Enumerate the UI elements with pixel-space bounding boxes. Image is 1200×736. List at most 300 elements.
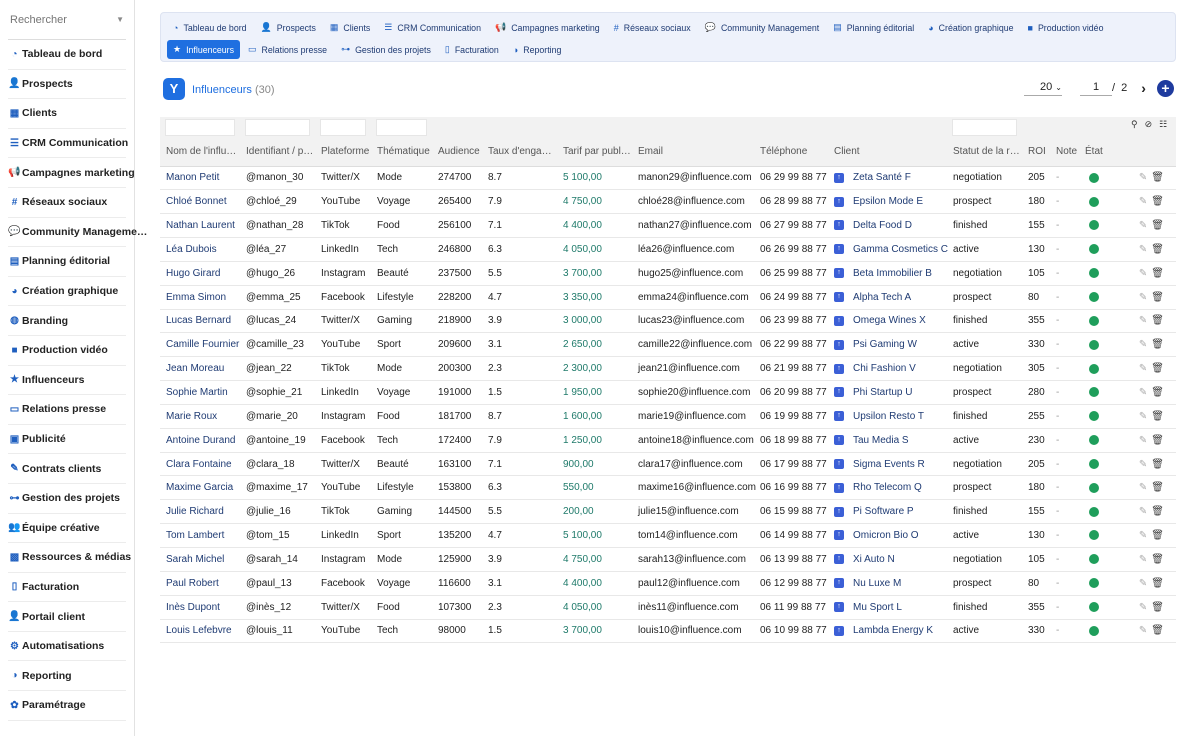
roi-cell: 105: [1028, 553, 1045, 565]
table-row[interactable]: [160, 500, 1176, 524]
sidebar-item-7[interactable]: [8, 247, 126, 277]
state-cell: [1079, 357, 1119, 381]
table-row[interactable]: [160, 595, 1176, 619]
status-cell: active: [953, 625, 980, 637]
note-cell: -: [1056, 506, 1060, 518]
client-cell: [828, 452, 947, 476]
tab-12[interactable]: [335, 40, 437, 59]
building-icon: ▦: [9, 107, 20, 119]
theme-cell: Voyage: [377, 577, 411, 589]
handle-cell: @jean_22: [246, 363, 292, 375]
column-header[interactable]: Identifiant / p…: [240, 137, 315, 166]
influencer-name-link[interactable]: Emma Simon: [166, 291, 227, 303]
column-header[interactable]: Tarif par publ…: [557, 137, 632, 166]
state-cell: [1079, 500, 1119, 524]
price-cell: 900,00: [563, 458, 594, 470]
table-row[interactable]: [160, 166, 1176, 190]
tab-5[interactable]: [608, 18, 697, 37]
column-header[interactable]: Statut de la r…: [947, 137, 1022, 166]
platform-cell: Twitter/X: [321, 315, 360, 327]
tab-8[interactable]: [922, 18, 1019, 37]
status-dot-icon: [1089, 173, 1099, 183]
price-cell: 3 350,00: [563, 291, 602, 303]
table-row[interactable]: [160, 571, 1176, 595]
edit-pencil-icon[interactable]: ✎: [1138, 553, 1148, 565]
sidebar-item-0[interactable]: [8, 40, 126, 70]
status-cell: negotiation: [953, 267, 1002, 279]
client-link-icon[interactable]: ↑: [834, 578, 844, 588]
client-link-icon[interactable]: ↑: [834, 316, 844, 326]
roi-cell: 180: [1028, 196, 1045, 208]
client-link-icon[interactable]: ↑: [834, 244, 844, 254]
roi-cell: 230: [1028, 434, 1045, 446]
engagement-rate-cell: 7.1: [488, 458, 502, 470]
price-cell: 3 700,00: [563, 625, 602, 637]
pagination: [1024, 80, 1146, 96]
table-row[interactable]: [160, 452, 1176, 476]
edit-pencil-icon[interactable]: ✎: [1138, 220, 1148, 232]
phone-cell: 06 15 99 88 77: [760, 506, 827, 518]
influencer-name-link[interactable]: Marie Roux: [166, 410, 218, 422]
search-input[interactable]: [10, 14, 110, 26]
client-link-icon[interactable]: ↑: [834, 554, 844, 564]
roi-cell: 80: [1028, 577, 1040, 589]
filter-handle-input[interactable]: [245, 119, 310, 136]
audience-cell: 246800: [438, 243, 472, 255]
client-cell: [828, 190, 947, 214]
client-link[interactable]: Omicron Bio O: [853, 530, 919, 542]
influencer-name-link[interactable]: Paul Robert: [166, 577, 219, 589]
phone-cell: 06 23 99 88 77: [760, 315, 827, 327]
tab-13[interactable]: [439, 40, 505, 59]
tab-2[interactable]: [324, 18, 376, 37]
theme-cell: Lifestyle: [377, 482, 414, 494]
client-link-icon[interactable]: ↑: [834, 507, 844, 517]
sidebar-item-label: Ressources & médias: [22, 551, 132, 564]
edit-pencil-icon[interactable]: ✎: [1138, 172, 1148, 184]
engagement-rate-cell: 8.7: [488, 410, 502, 422]
client-link-icon[interactable]: ↑: [834, 459, 844, 469]
client-link-icon[interactable]: ↑: [834, 435, 844, 445]
client-link-icon[interactable]: ↑: [834, 602, 844, 612]
platform-cell: TikTok: [321, 363, 350, 375]
table-row[interactable]: [160, 548, 1176, 572]
status-cell: active: [953, 530, 980, 542]
platform-cell: Twitter/X: [321, 172, 360, 184]
client-link[interactable]: Lambda Energy K: [853, 625, 934, 637]
trash-icon[interactable]: 🗑: [1151, 387, 1164, 399]
table-row[interactable]: [160, 214, 1176, 238]
trash-icon[interactable]: 🗑: [1151, 291, 1164, 303]
platform-cell: Instagram: [321, 553, 366, 565]
filter-theme-input[interactable]: [376, 119, 427, 136]
edit-pencil-icon[interactable]: ✎: [1138, 363, 1148, 375]
client-link[interactable]: Upsilon Resto T: [853, 410, 924, 422]
table-row[interactable]: [160, 261, 1176, 285]
tab-11[interactable]: [242, 40, 333, 59]
client-link[interactable]: Psi Gaming W: [853, 339, 917, 351]
table-row[interactable]: [160, 238, 1176, 262]
influencer-name-link[interactable]: Inès Dupont: [166, 601, 220, 613]
sidebar-search[interactable]: [8, 0, 126, 40]
client-link[interactable]: Chi Fashion V: [853, 363, 916, 375]
client-link-icon[interactable]: ↑: [834, 340, 844, 350]
status-dot-icon: [1089, 197, 1099, 207]
sidebar-item-label: Gestion des projets: [22, 492, 121, 505]
search-icon[interactable]: ⚲: [1131, 119, 1138, 129]
note-cell: -: [1056, 625, 1060, 637]
client-cell: [828, 571, 947, 595]
trash-icon[interactable]: 🗑: [1151, 339, 1164, 351]
note-cell: -: [1056, 553, 1060, 565]
client-link[interactable]: Rho Telecom Q: [853, 482, 922, 494]
client-link-icon[interactable]: ↑: [834, 626, 844, 636]
filter-off-icon[interactable]: ⊘: [1144, 119, 1153, 129]
trash-icon[interactable]: 🗑: [1151, 434, 1164, 446]
chevron-down-icon[interactable]: ▼: [116, 15, 124, 24]
next-page-icon[interactable]: ›: [1141, 80, 1146, 96]
theme-cell: Food: [377, 410, 400, 422]
column-header[interactable]: Plateforme: [315, 137, 371, 166]
status-dot-icon: [1089, 340, 1099, 350]
column-header[interactable]: État: [1079, 137, 1119, 166]
edit-pencil-icon[interactable]: ✎: [1138, 625, 1148, 637]
table-row[interactable]: [160, 404, 1176, 428]
client-link[interactable]: Sigma Events R: [853, 458, 925, 470]
status-dot-icon: [1089, 507, 1099, 517]
tab-0[interactable]: [167, 18, 253, 37]
theme-cell: Voyage: [377, 387, 411, 399]
status-dot-icon: [1089, 292, 1099, 302]
phone-cell: 06 22 99 88 77: [760, 339, 827, 351]
sidebar-item-19[interactable]: [8, 602, 126, 632]
client-cell: [828, 333, 947, 357]
trash-icon[interactable]: 🗑: [1151, 553, 1164, 565]
column-header[interactable]: Note: [1050, 137, 1079, 166]
row-actions: [1119, 404, 1176, 428]
client-link-icon[interactable]: ↑: [834, 268, 844, 278]
client-link[interactable]: Nu Luxe M: [853, 577, 902, 589]
filter-status-input[interactable]: [952, 119, 1017, 136]
email-cell: inès11@influence.com: [638, 601, 739, 613]
edit-pencil-icon[interactable]: ✎: [1138, 291, 1148, 303]
edit-pencil-icon[interactable]: ✎: [1138, 601, 1148, 613]
engagement-rate-cell: 6.3: [488, 243, 502, 255]
influencer-name-link[interactable]: Chloé Bonnet: [166, 196, 227, 208]
edit-pencil-icon[interactable]: ✎: [1138, 458, 1148, 470]
client-cell: [828, 381, 947, 405]
phone-cell: 06 10 99 88 77: [760, 625, 827, 637]
sidebar-item-20[interactable]: [8, 632, 126, 662]
table-row[interactable]: [160, 357, 1176, 381]
note-cell: -: [1056, 482, 1060, 494]
client-link-icon[interactable]: ↑: [834, 530, 844, 540]
status-cell: finished: [953, 506, 988, 518]
sidebar-item-4[interactable]: [8, 158, 135, 188]
client-link[interactable]: Epsilon Mode E: [853, 196, 924, 208]
client-link-icon[interactable]: ↑: [834, 173, 844, 183]
column-header[interactable]: Thématique: [371, 137, 432, 166]
handle-cell: @nathan_28: [246, 220, 304, 232]
note-cell: -: [1056, 577, 1060, 589]
client-link-icon[interactable]: ↑: [834, 197, 844, 207]
trash-icon[interactable]: 🗑: [1151, 243, 1164, 255]
row-actions: [1119, 548, 1176, 572]
edit-pencil-icon[interactable]: ✎: [1138, 387, 1148, 399]
influencer-name-link[interactable]: Louis Lefebvre: [166, 625, 232, 637]
sidebar-item-16[interactable]: [8, 514, 126, 544]
tab-6[interactable]: [699, 18, 826, 37]
client-link[interactable]: Mu Sport L: [853, 601, 902, 613]
platform-cell: Twitter/X: [321, 458, 360, 470]
influencer-name-link[interactable]: Jean Moreau: [166, 363, 225, 375]
trash-icon[interactable]: 🗑: [1151, 172, 1164, 184]
client-link[interactable]: Gamma Cosmetics C: [853, 243, 949, 255]
edit-pencil-icon[interactable]: ✎: [1138, 482, 1148, 494]
sidebar-item-12[interactable]: [8, 395, 126, 425]
tab-4[interactable]: [489, 18, 606, 37]
column-header[interactable]: Email: [632, 137, 754, 166]
client-link[interactable]: Zeta Santé F: [853, 172, 911, 184]
edit-pencil-icon[interactable]: ✎: [1138, 339, 1148, 351]
sidebar-item-15[interactable]: [8, 484, 126, 514]
trash-icon[interactable]: 🗑: [1151, 530, 1164, 542]
tab-7[interactable]: [827, 18, 920, 37]
trash-icon[interactable]: 🗑: [1151, 267, 1164, 279]
client-link-icon[interactable]: ↑: [834, 220, 844, 230]
edit-pencil-icon[interactable]: ✎: [1138, 410, 1148, 422]
client-link[interactable]: Beta Immobilier B: [853, 267, 932, 279]
client-cell: [828, 214, 947, 238]
building-icon: ▦: [329, 22, 339, 32]
platform-cell: Facebook: [321, 291, 365, 303]
trash-icon[interactable]: 🗑: [1151, 506, 1164, 518]
influencer-name-link[interactable]: Tom Lambert: [166, 530, 225, 542]
influencer-name-link[interactable]: Antoine Durand: [166, 434, 236, 446]
sidebar-item-3[interactable]: [8, 129, 129, 159]
page-number-input[interactable]: 1: [1080, 81, 1112, 96]
columns-list-icon[interactable]: ☷: [1159, 119, 1168, 129]
phone-cell: 06 24 99 88 77: [760, 291, 827, 303]
sidebar-item-17[interactable]: [8, 543, 132, 573]
row-actions: [1119, 428, 1176, 452]
trash-icon[interactable]: 🗑: [1151, 577, 1164, 589]
column-header[interactable]: Téléphone: [754, 137, 828, 166]
column-header[interactable]: ROI: [1022, 137, 1050, 166]
edit-pencil-icon[interactable]: ✎: [1138, 530, 1148, 542]
photo-video-icon: ▩: [9, 551, 20, 563]
sidebar-item-14[interactable]: [8, 454, 126, 484]
client-link-icon[interactable]: ↑: [834, 387, 844, 397]
theme-cell: Tech: [377, 434, 399, 446]
tab-14[interactable]: [507, 40, 568, 59]
edit-pencil-icon[interactable]: ✎: [1138, 315, 1148, 327]
client-link[interactable]: Xi Auto N: [853, 553, 895, 565]
influencer-name-link[interactable]: Nathan Laurent: [166, 220, 235, 232]
state-cell: [1079, 190, 1119, 214]
influencer-name-link[interactable]: Maxime Garcia: [166, 482, 234, 494]
client-link-icon[interactable]: ↑: [834, 364, 844, 374]
client-link-icon[interactable]: ↑: [834, 292, 844, 302]
roi-cell: 130: [1028, 243, 1045, 255]
edit-pencil-icon[interactable]: ✎: [1138, 267, 1148, 279]
table-row[interactable]: [160, 381, 1176, 405]
sidebar-item-10[interactable]: [8, 336, 126, 366]
client-link[interactable]: Pi Software P: [853, 506, 914, 518]
trash-icon[interactable]: 🗑: [1151, 220, 1164, 232]
trash-icon[interactable]: 🗑: [1151, 196, 1164, 208]
sidebar-item-6[interactable]: [8, 218, 148, 248]
trash-icon[interactable]: 🗑: [1151, 315, 1164, 327]
tab-label: Relations presse: [261, 44, 328, 55]
state-cell: [1079, 524, 1119, 548]
calendar-icon: ▤: [833, 22, 842, 32]
note-cell: -: [1056, 220, 1060, 232]
influencer-name-link[interactable]: Camille Fournier: [166, 339, 240, 351]
sidebar-item-18[interactable]: [8, 573, 126, 603]
client-cell: [828, 404, 947, 428]
sidebar-item-label: Réseaux sociaux: [22, 196, 108, 209]
state-cell: [1079, 166, 1119, 190]
sidebar-item-1[interactable]: [8, 70, 126, 100]
header-row: [160, 137, 1176, 166]
table-row[interactable]: [160, 619, 1176, 643]
sidebar-item-label: Publicité: [22, 433, 66, 446]
sidebar-item-5[interactable]: [8, 188, 126, 218]
client-link[interactable]: Delta Food D: [853, 220, 912, 232]
edit-pencil-icon[interactable]: ✎: [1138, 506, 1148, 518]
sidebar-item-label: Community Manageme…: [22, 225, 148, 238]
influencer-name-link[interactable]: Hugo Girard: [166, 267, 221, 279]
client-link[interactable]: Phi Startup U: [853, 387, 913, 399]
tab-10[interactable]: [167, 40, 240, 59]
column-header[interactable]: Nom de l'influ…: [160, 137, 240, 166]
influencer-name-link[interactable]: Lucas Bernard: [166, 315, 232, 327]
roi-cell: 155: [1028, 220, 1045, 232]
sidebar-item-11[interactable]: [8, 366, 126, 396]
client-link[interactable]: Tau Media S: [853, 434, 909, 446]
sidebar-item-label: Branding: [22, 314, 69, 327]
trash-icon[interactable]: 🗑: [1151, 625, 1164, 637]
tab-3[interactable]: [378, 18, 487, 37]
roi-cell: 330: [1028, 339, 1045, 351]
palette-icon: ◕: [11, 285, 18, 297]
column-header[interactable]: [1119, 137, 1176, 166]
trash-icon[interactable]: 🗑: [1151, 601, 1164, 613]
influencer-name-link[interactable]: Sophie Martin: [166, 387, 228, 399]
page-size-select[interactable]: [1024, 81, 1062, 96]
tab-label: Planning éditorial: [846, 22, 915, 33]
status-cell: negotiation: [953, 458, 1002, 470]
phone-cell: 06 29 99 88 77: [760, 172, 827, 184]
column-header[interactable]: Client: [828, 137, 947, 166]
client-cell: [828, 428, 947, 452]
email-cell: lucas23@influence.com: [638, 315, 745, 327]
sidebar-item-22[interactable]: [8, 691, 126, 721]
influencer-name-link[interactable]: Léa Dubois: [166, 243, 217, 255]
state-cell: [1079, 381, 1119, 405]
audience-cell: 265400: [438, 196, 472, 208]
edit-pencil-icon[interactable]: ✎: [1138, 196, 1148, 208]
row-actions: [1119, 261, 1176, 285]
engagement-rate-cell: 3.9: [488, 315, 502, 327]
column-header[interactable]: Taux d'enga…: [482, 137, 557, 166]
hashtag-icon: #: [11, 196, 18, 208]
status-cell: finished: [953, 410, 988, 422]
table-row[interactable]: [160, 524, 1176, 548]
tab-label: Influenceurs: [186, 44, 235, 55]
client-link[interactable]: Alpha Tech A: [853, 291, 912, 303]
theme-cell: Voyage: [377, 196, 411, 208]
row-actions: [1119, 452, 1176, 476]
tab-1[interactable]: [255, 18, 322, 37]
audience-cell: 163100: [438, 458, 472, 470]
influencer-name-link[interactable]: Manon Petit: [166, 172, 220, 184]
filter-row: [160, 117, 1176, 137]
page-header: [163, 78, 1176, 104]
phone-cell: 06 20 99 88 77: [760, 387, 827, 399]
influencer-name-link[interactable]: Clara Fontaine: [166, 458, 232, 470]
page-title: [192, 84, 275, 96]
sidebar-item-label: Paramétrage: [22, 699, 86, 712]
platform-cell: TikTok: [321, 220, 350, 232]
note-cell: -: [1056, 387, 1060, 399]
table-row[interactable]: [160, 285, 1176, 309]
trash-icon[interactable]: 🗑: [1151, 363, 1164, 375]
sidebar-item-label: Campagnes marketing: [22, 166, 135, 179]
influencer-name-link[interactable]: Julie Richard: [166, 506, 224, 518]
theme-cell: Mode: [377, 172, 403, 184]
phone-cell: 06 11 99 88 77: [760, 601, 826, 613]
client-link[interactable]: Omega Wines X: [853, 315, 926, 327]
email-cell: clara17@influence.com: [638, 458, 743, 470]
chevron-down-icon: ⌄: [1055, 82, 1062, 92]
status-cell: prospect: [953, 482, 992, 494]
trash-icon[interactable]: 🗑: [1151, 410, 1164, 422]
sidebar-item-2[interactable]: [8, 99, 126, 129]
theme-cell: Gaming: [377, 315, 413, 327]
column-header[interactable]: Audience: [432, 137, 482, 166]
user-lock-icon: 👤: [8, 611, 21, 623]
row-actions: [1119, 357, 1176, 381]
table-row[interactable]: [160, 476, 1176, 500]
edit-pencil-icon[interactable]: ✎: [1138, 577, 1148, 589]
filter-name-input[interactable]: [165, 119, 235, 136]
tab-9[interactable]: [1022, 18, 1110, 37]
edit-pencil-icon[interactable]: ✎: [1138, 434, 1148, 446]
table-row[interactable]: [160, 428, 1176, 452]
sidebar-item-13[interactable]: [8, 425, 126, 455]
roi-cell: 355: [1028, 601, 1045, 613]
add-record-button[interactable]: +: [1157, 80, 1174, 97]
trash-icon[interactable]: 🗑: [1151, 482, 1164, 494]
edit-pencil-icon[interactable]: ✎: [1138, 243, 1148, 255]
status-dot-icon: [1089, 530, 1099, 540]
roi-cell: 205: [1028, 458, 1045, 470]
sidebar-item-9[interactable]: [8, 306, 126, 336]
table-row[interactable]: [160, 309, 1176, 333]
sidebar-item-21[interactable]: [8, 661, 126, 691]
audience-cell: 200300: [438, 363, 472, 375]
table-row[interactable]: [160, 190, 1176, 214]
influencer-name-link[interactable]: Sarah Michel: [166, 553, 225, 565]
table-row[interactable]: [160, 333, 1176, 357]
client-link-icon[interactable]: ↑: [834, 411, 844, 421]
sidebar-item-8[interactable]: [8, 277, 126, 307]
client-link-icon[interactable]: ↑: [834, 483, 844, 493]
trash-icon[interactable]: 🗑: [1151, 458, 1164, 470]
filter-platform-input[interactable]: [320, 119, 366, 136]
